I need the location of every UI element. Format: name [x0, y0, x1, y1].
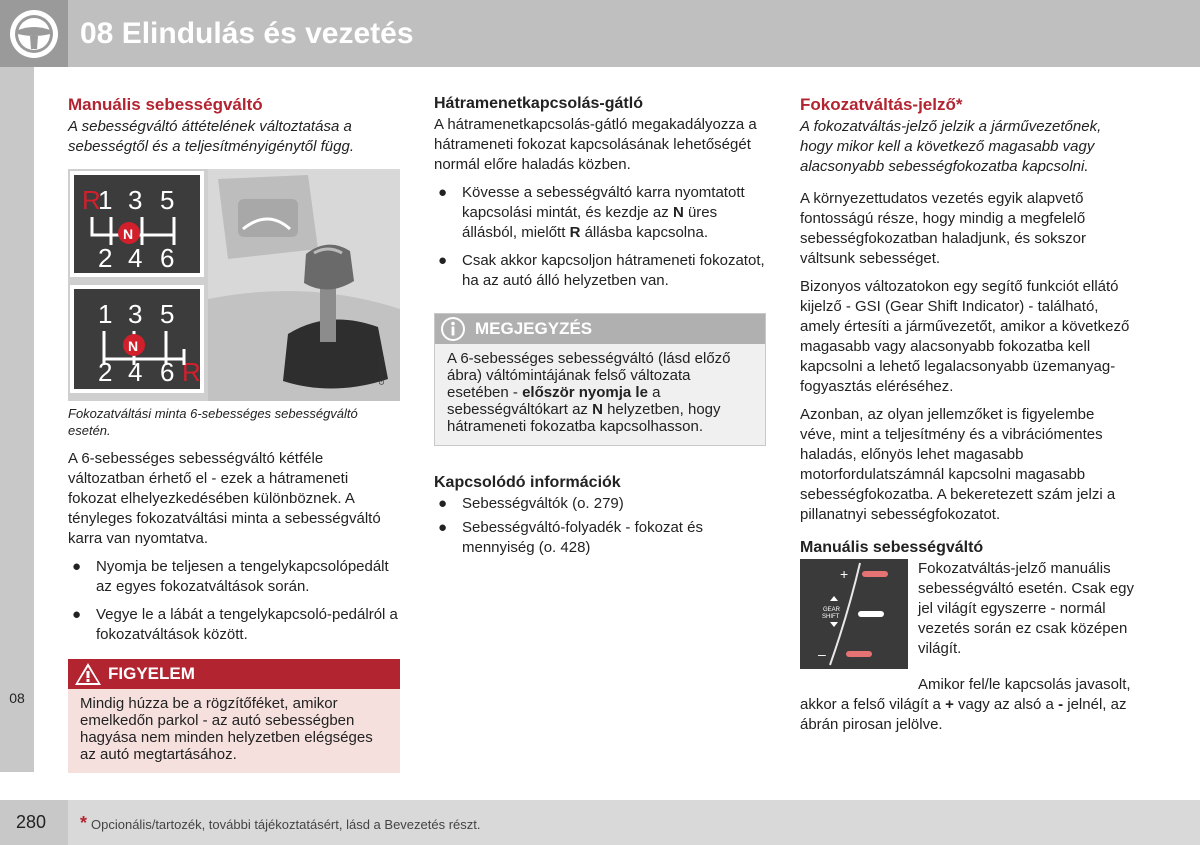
gear-3-label-b: 3	[128, 299, 143, 329]
warning-header	[68, 659, 400, 689]
related-list	[434, 494, 766, 558]
gear-6-label: 6	[160, 243, 175, 273]
list-item	[434, 251, 766, 291]
figure-caption: Fokozatváltási minta 6-sebességes sebességváltó esetén.	[68, 406, 358, 438]
reverse-label: R	[82, 185, 101, 215]
section-heading: Fokozatváltás-jelző*	[800, 95, 963, 114]
body-paragraph: A 6-sebességes sebességváltó kétféle változatban érhető el - ezek a hátrameneti fokozat elhelyezkedésében különböznek. A tényleges fokozatváltási minta a sebességváltó karra van nyomtatva.	[68, 450, 381, 547]
section-intro: A fokozatváltás-jelző jelzik a járművezetőnek, hogy mikor kell a következő magasabb vagy alacsonyabb sebességfokozatba kapcsolni.	[800, 118, 1102, 175]
info-icon	[439, 316, 467, 342]
instruction-list	[68, 557, 400, 645]
bullet-icon: ●	[438, 252, 448, 269]
gear-4-label-b: 4	[128, 357, 143, 387]
chapter-tab-label: 08	[9, 690, 25, 706]
list-item: ● Kövesse a sebességváltó karra nyomtatott kapcsolási mintát, és kezdje az N üres állásból, mielőtt R állásba kapcsolna.	[438, 184, 745, 241]
column-manual-gearbox	[68, 95, 400, 773]
neutral-label-bottom: N	[128, 338, 139, 354]
section-heading: Manuális sebességváltó	[68, 95, 263, 114]
instruction-list	[434, 183, 766, 291]
gsi-description: Fokozatváltás-jelző manuális sebességváltó esetén. Csak egy jel világít egyszerre - normál vezetés során ez csak középen világít.	[918, 560, 1134, 657]
note-label: MEGJEGYZÉS	[475, 319, 593, 338]
note-text: A 6-sebességes sebességváltó (lásd előző ábra) váltómintájának felső változata esetében - először nyomja le a sebességváltókart az N helyzetben, hogy hátrameneti fokozatba kapcsolhasson.	[447, 350, 731, 435]
note-box	[434, 313, 766, 446]
body-paragraph: Azonban, az olyan jellemzőket is figyelembe véve, mint a teljesítmény és a vibrációmentes haladás, előnyös lehet magasabb motorfordulatszámnál kapcsolni magasabb sebességfokozatba. A bekeretezett szám jelzi a pillanatnyi sebességfokozatot.	[800, 406, 1116, 523]
gsi-minus: –	[818, 646, 826, 662]
list-item-text: Vegye le a lábát a tengelykapcsoló-pedálról a fokozatváltások között.	[96, 606, 398, 643]
gear-1-label-b: 1	[98, 299, 113, 329]
body-paragraph: A környezettudatos vezetés egyik alapvető fontosságú része, hogy mindig a megfelelő sebességfokozatban haladjunk, és sokszor váltsunk sebességet.	[800, 190, 1087, 267]
list-item-text: Csak akkor kapcsoljon hátrameneti fokozatot, ha az autó álló helyzetben van.	[462, 252, 765, 289]
related-heading: Kapcsolódó információk	[434, 474, 621, 491]
bullet-icon: ●	[438, 495, 448, 512]
body-paragraph: Bizonyos változatokon egy segítő funkciót ellátó kijelző - GSI (Gear Shift Indicator) - található, amely értesíti a járművezetőt, amikor a következő magasabb vagy alacsonyabb fokozatba kell kapcsolni a lehető legalacsonyabb üzemanyag-fogyasztás eléréséhez.	[800, 278, 1130, 395]
warning-text: Mindig húzza be a rögzítőféket, amikor emelkedőn parkol - az autó sebességben hagyása nem minden helyzetben elégséges az autó megtartásához.	[80, 695, 373, 763]
reverse-label-b: R	[182, 357, 201, 387]
column-reverse-inhibitor	[434, 95, 766, 566]
list-item	[68, 557, 400, 597]
header-icon-box	[0, 0, 68, 67]
warning-box	[68, 659, 400, 773]
section-heading: Hátramenetkapcsolás-gátló	[434, 95, 643, 112]
gear-1-label: 1	[98, 185, 113, 215]
body-paragraph: Amikor fel/le kapcsolás javasolt, akkor a felső világít a + vagy az alsó a - jelnél, az ábrán pirosan jelölve.	[800, 676, 1131, 733]
shift-pattern-illustration	[68, 169, 400, 401]
gear-5-label-b: 5	[160, 299, 175, 329]
section-intro: A sebességváltó áttételének változtatása a sebességtől és a teljesítményigénytől függ.	[68, 118, 355, 155]
footnote	[80, 813, 481, 834]
gear-6-label-b: 6	[160, 357, 175, 387]
chapter-side-tab	[0, 67, 34, 772]
bullet-icon: ●	[72, 558, 82, 575]
gsi-shift-text: SHIFT	[822, 614, 840, 620]
related-link[interactable]	[434, 494, 766, 514]
gsi-gear-text: GEAR	[823, 607, 841, 613]
shift-pattern-figure	[68, 169, 400, 401]
chapter-title: 08 Elindulás és vezetés	[80, 17, 414, 50]
page-number: 280	[16, 812, 47, 832]
bullet-icon: ●	[438, 184, 448, 201]
bullet-icon: ●	[438, 519, 448, 536]
bullet-icon: ●	[72, 606, 82, 623]
list-item-text: Nyomja be teljesen a tengelykapcsolópedált az egyes fokozatváltások során.	[96, 558, 389, 595]
neutral-label-top: N	[123, 226, 134, 242]
body-paragraph: A hátramenetkapcsolás-gátló megakadályozza a hátrameneti fokozat kapcsolásának lehetőségét normál előre haladás közben.	[434, 116, 757, 173]
figure-code: G046098	[379, 356, 386, 385]
gsi-plus: +	[840, 566, 849, 582]
footnote-text: Opcionális/tartozék, további tájékoztatásért, lásd a Bevezetés részt.	[91, 817, 481, 832]
warning-label: FIGYELEM	[108, 664, 195, 683]
gear-3-label: 3	[128, 185, 143, 215]
footnote-star: *	[80, 813, 88, 833]
gear-shift-indicator-display	[800, 559, 908, 669]
related-link-text: Sebességváltó-folyadék - fokozat és mennyiség (o. 428)	[462, 519, 703, 556]
warning-triangle-icon	[74, 662, 102, 686]
gsi-illustration	[800, 559, 908, 669]
column-gear-shift-indicator	[800, 95, 1132, 743]
steering-wheel-icon	[0, 0, 68, 67]
related-link[interactable]	[434, 518, 766, 558]
related-link-text: Sebességváltók (o. 279)	[462, 495, 624, 512]
note-header	[435, 314, 765, 344]
gear-2-label: 2	[98, 243, 113, 273]
sub-heading: Manuális sebességváltó	[800, 539, 984, 556]
gsi-figure	[800, 559, 1132, 675]
gear-5-label: 5	[160, 185, 175, 215]
gear-2-label-b: 2	[98, 357, 113, 387]
list-item	[68, 605, 400, 645]
gear-4-label: 4	[128, 243, 143, 273]
